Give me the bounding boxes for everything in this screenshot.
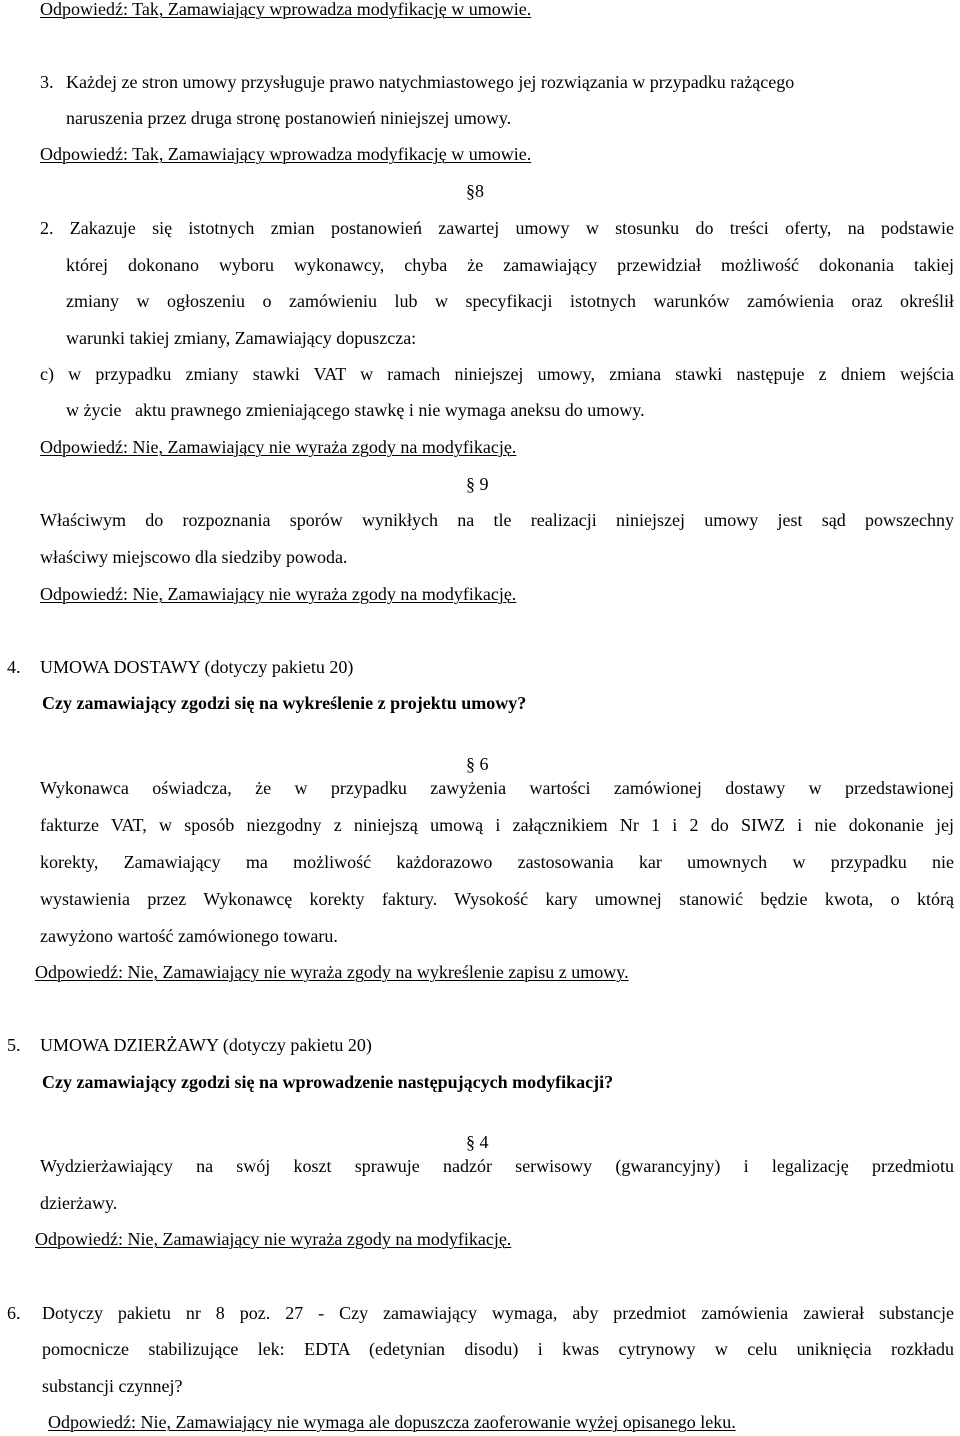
paragraph-line: c) w przypadku zmiany stawki VAT w ramach niniejszej umowy, zmiana stawki następuje z dniem wejścia	[40, 364, 954, 384]
paragraph-line: fakturze VAT, w sposób niezgodny z niniejszą umową i załącznikiem Nr 1 i 2 do SIWZ i nie dokonanie jej	[40, 815, 954, 835]
answer-text: Odpowiedź: Nie, Zamawiający nie wyraża zgody na wykreślenie zapisu z umowy.	[35, 962, 629, 982]
paragraph-line: Dotyczy pakietu nr 8 poz. 27 - Czy zamawiający wymaga, aby przedmiot zamówienia zawierał substancje	[42, 1303, 954, 1323]
paragraph-line: Każdej ze stron umowy przysługuje prawo natychmiastowego jej rozwiązania w przypadku rażącego	[66, 72, 795, 92]
paragraph-line: Wykonawca oświadcza, że w przypadku zawyżenia wartości zamówionej dostawy w przedstawionej	[40, 778, 954, 798]
paragraph-line: 2. Zakazuje się istotnych zmian postanowień zawartej umowy w stosunku do treści oferty, na podstawie	[40, 218, 954, 238]
paragraph-line: substancji czynnej?	[42, 1376, 183, 1396]
paragraph-line: korekty, Zamawiający ma możliwość każdorazowo zastosowania kar umownych w przypadku nie	[40, 852, 954, 872]
paragraph-line: której dokonano wyboru wykonawcy, chyba że zamawiający przewidział możliwość dokonania takiej	[66, 255, 954, 275]
section-heading: § 9	[466, 474, 489, 494]
paragraph-line: wystawienia przez Wykonawcę korekty faktury. Wysokość kary umownej stanowić będzie kwota, o którą	[40, 889, 954, 909]
item-number: 5.	[7, 1035, 21, 1055]
item-number: 3.	[40, 72, 54, 92]
answer-text: Odpowiedź: Nie, Zamawiający nie wyraża zgody na modyfikację.	[40, 437, 517, 457]
paragraph-line: zawyżono wartość zamówionego towaru.	[40, 926, 338, 946]
paragraph-line: naruszenia przez druga stronę postanowień niniejszej umowy.	[66, 108, 512, 128]
item-title: UMOWA DOSTAWY (dotyczy pakietu 20)	[40, 657, 354, 677]
section-heading: § 4	[466, 1132, 489, 1152]
answer-text: Odpowiedź: Tak, Zamawiający wprowadza modyfikację w umowie.	[40, 144, 532, 164]
item-title: UMOWA DZIERŻAWY (dotyczy pakietu 20)	[40, 1035, 372, 1055]
item-number: 4.	[7, 657, 21, 677]
paragraph-line: w życie aktu prawnego zmieniającego stawkę i nie wymaga aneksu do umowy.	[66, 400, 645, 420]
paragraph-line: dzierżawy.	[40, 1193, 118, 1213]
answer-text: Odpowiedź: Tak, Zamawiający wprowadza modyfikację w umowie.	[40, 0, 532, 19]
answer-text: Odpowiedź: Nie, Zamawiający nie wyraża zgody na modyfikację.	[40, 584, 517, 604]
answer-text: Odpowiedź: Nie, Zamawiający nie wymaga ale dopuszcza zaoferowanie wyżej opisanego leku.	[48, 1412, 736, 1432]
paragraph-line: właściwy miejscowo dla siedziby powoda.	[40, 547, 348, 567]
question-text: Czy zamawiający zgodzi się na wprowadzenie następujących modyfikacji?	[42, 1072, 614, 1092]
paragraph-line: Właściwym do rozpoznania sporów wynikłych na tle realizacji niniejszej umowy jest sąd powszechny	[40, 510, 954, 530]
section-heading: §8	[466, 181, 484, 201]
answer-text: Odpowiedź: Nie, Zamawiający nie wyraża zgody na modyfikację.	[35, 1229, 512, 1249]
paragraph-line: warunki takiej zmiany, Zamawiający dopuszcza:	[66, 328, 417, 348]
paragraph-line: pomocnicze stabilizujące lek: EDTA (edetynian disodu) i kwas cytrynowy w celu uniknięcia rozkładu	[42, 1339, 954, 1359]
paragraph-line: zmiany w ogłoszeniu o zamówieniu lub w specyfikacji istotnych warunków zamówienia oraz określił	[66, 291, 954, 311]
section-heading: § 6	[466, 754, 489, 774]
paragraph-line: Wydzierżawiający na swój koszt sprawuje nadzór serwisowy (gwarancyjny) i legalizację przedmiotu	[40, 1156, 954, 1176]
question-text: Czy zamawiający zgodzi się na wykreślenie z projektu umowy?	[42, 693, 527, 713]
item-number: 6.	[7, 1303, 21, 1323]
